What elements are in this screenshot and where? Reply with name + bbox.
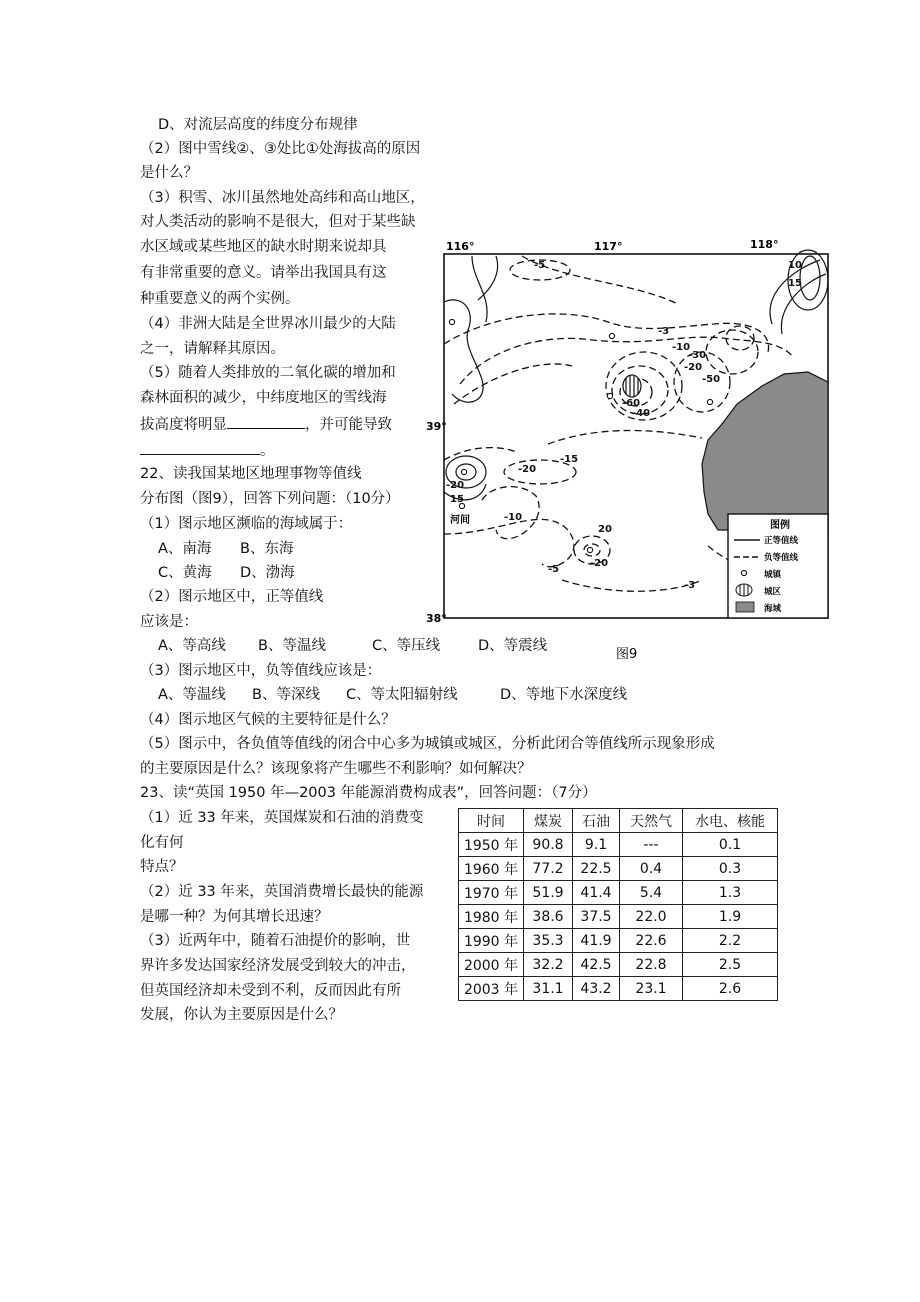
q22-title-line2: 分布图（图9），回答下列问题：（10分）: [140, 491, 400, 507]
q21-option-d: D、对流层高度的纬度分布规律: [158, 117, 358, 133]
contour-label: -5: [548, 564, 560, 575]
table-cell: 77.2: [524, 857, 573, 881]
table-header-cell: 煤炭: [524, 809, 573, 833]
q23-sub3-line3: 但英国经济却未受到不利，反而因此有所: [140, 983, 401, 999]
contour-label: -30: [688, 350, 707, 361]
table-cell: 0.3: [683, 857, 778, 881]
table-cell: 22.6: [620, 929, 683, 953]
q22-sub3: （3）图示地区中，负等值线应该是：: [140, 663, 382, 679]
option-b: B、等温线: [258, 638, 326, 654]
energy-consumption-table: [458, 808, 778, 1001]
table-cell: 1.9: [683, 905, 778, 929]
negative-contour: [726, 326, 754, 350]
contour-label: -40: [632, 408, 651, 419]
q21-part3-line5: 种重要意义的两个实例。: [140, 291, 300, 307]
contour-label: 15: [788, 278, 802, 289]
q21-part3-line1: （3）积雪、冰川虽然地处高纬和高山地区，: [140, 190, 425, 206]
table-cell: 43.2: [573, 977, 620, 1001]
latitude-label-39: 39°: [426, 420, 447, 433]
table-cell: 37.5: [573, 905, 620, 929]
contour-label: 15: [450, 494, 464, 505]
towns: [449, 319, 712, 552]
q22-title-line1: 22、读我国某地区地理事物等值线: [140, 466, 362, 482]
q21-part5-text-a: 拔高度将明显: [140, 417, 227, 433]
q23-sub2-line1: （2）近 33 年来，英国消费增长最快的能源: [140, 884, 424, 900]
table-cell: 1960 年: [459, 857, 524, 881]
option-c: C、等太阳辐射线: [346, 687, 458, 703]
table-cell: 23.1: [620, 977, 683, 1001]
positive-contour: [444, 300, 483, 402]
table-row: [459, 929, 778, 953]
q22-sub3-options: [158, 686, 627, 704]
table-cell: 2.2: [683, 929, 778, 953]
table-cell: 32.2: [524, 953, 573, 977]
table-header-cell: 天然气: [620, 809, 683, 833]
table-cell: 1990 年: [459, 929, 524, 953]
contour-label: -20: [518, 464, 537, 475]
option-a: A、等高线: [158, 638, 226, 654]
q22-sub2-line2: 应该是：: [140, 614, 198, 630]
q21-part2-line1: （2）图中雪线②、③处比①处海拔高的原因: [140, 141, 421, 157]
map-legend: [728, 514, 828, 618]
longitude-label-118: 118°: [750, 238, 779, 251]
table-header-row: [459, 809, 778, 833]
option-d: D、渤海: [240, 565, 295, 581]
contour-label: -15: [560, 454, 579, 465]
table-cell: 22.8: [620, 953, 683, 977]
town-marker: [461, 469, 466, 474]
longitude-label-116: 116°: [446, 240, 475, 253]
sea-area: [702, 372, 828, 530]
legend-label-sea: 海域: [764, 604, 782, 614]
answer-blank[interactable]: [227, 414, 305, 429]
table-cell: 0.4: [620, 857, 683, 881]
q22-sub4: （4）图示地区气候的主要特征是什么？: [140, 712, 396, 728]
positive-contour: [478, 256, 498, 300]
table-row: [459, 953, 778, 977]
q22-sub1: （1）图示地区濒临的海域属于：: [140, 516, 353, 532]
q21-part5-text-b: ，并可能导致: [305, 417, 392, 433]
q23-sub1-line1: （1）近 33 年来，英国煤炭和石油的消费变: [140, 810, 424, 826]
city-area: [623, 375, 641, 397]
negative-contour: [454, 364, 572, 404]
option-d: D、等地下水深度线: [500, 687, 628, 703]
q22-sub5-line2: 的主要原因是什么？该现象将产生哪些不利影响？如何解决？: [140, 761, 532, 777]
q21-part2-line2: 是什么？: [140, 165, 198, 181]
q23-sub3-line2: 界许多发达国家经济发展受到较大的冲击，: [140, 958, 416, 974]
table-header-cell: 石油: [573, 809, 620, 833]
contour-label: -20: [684, 362, 703, 373]
table-row: [459, 857, 778, 881]
table-cell: ---: [620, 833, 683, 857]
table-cell: 0.1: [683, 833, 778, 857]
table-cell: 38.6: [524, 905, 573, 929]
table-cell: 9.1: [573, 833, 620, 857]
negative-contour: [444, 519, 574, 566]
contour-label: -20: [446, 480, 465, 491]
legend-title: 图例: [770, 520, 790, 531]
positive-contour: [472, 256, 487, 322]
q23-sub1-line3: 特点？: [140, 859, 184, 875]
q21-part3-line3: 水区域或某些地区的缺水时期来说却具: [140, 239, 387, 255]
option-a: A、南海: [158, 541, 212, 557]
table-cell: 51.9: [524, 881, 573, 905]
table-header-cell: 水电、核能: [683, 809, 778, 833]
town-marker: [607, 393, 612, 398]
negative-contour: [548, 431, 702, 445]
legend-label-negative: 负等值线: [764, 553, 799, 563]
option-b: B、等深线: [252, 687, 320, 703]
q22-sub2-line1: （2）图示地区中，正等值线: [140, 589, 324, 605]
table-cell: 1.3: [683, 881, 778, 905]
contour-label: -20: [590, 558, 609, 569]
negative-contour: [706, 330, 758, 374]
contour-label: -5: [534, 260, 546, 271]
contour-label: -50: [702, 374, 721, 385]
contour-label: 20: [598, 524, 612, 535]
q21-part5-line2: 森林面积的减少，中纬度地区的雪线海: [140, 390, 387, 406]
town-marker: [449, 319, 454, 324]
table-cell: 41.9: [573, 929, 620, 953]
q22-sub1-options-row2: [158, 564, 295, 582]
longitude-label-117: 117°: [594, 240, 623, 253]
town-marker: [707, 399, 712, 404]
figure-caption: 图9: [616, 647, 638, 662]
negative-contour: [562, 580, 702, 591]
table-cell: 5.4: [620, 881, 683, 905]
table-cell: 42.5: [573, 953, 620, 977]
place-label-hejian: 河间: [450, 515, 470, 526]
q22-sub5-line1: （5）图示中，各负值等值线的闭合中心多为城镇或城区，分析此闭合等值线所示现象形成: [140, 736, 715, 752]
option-c: C、黄海: [158, 565, 212, 581]
latitude-label-38: 38°: [426, 612, 447, 625]
q21-part4-line2: 之一，请解释其原因。: [140, 341, 285, 357]
town-marker: [609, 333, 614, 338]
table-header-cell: 时间: [459, 809, 524, 833]
option-a: A、等温线: [158, 687, 226, 703]
legend-town-marker: [741, 570, 746, 575]
table-cell: 31.1: [524, 977, 573, 1001]
table-row: [459, 833, 778, 857]
q23-sub3-line1: （3）近两年中，随着石油提价的影响，世: [140, 933, 411, 949]
table-cell: 2.5: [683, 953, 778, 977]
option-b: B、东海: [240, 541, 294, 557]
table-cell: 1980 年: [459, 905, 524, 929]
table-cell: 22.0: [620, 905, 683, 929]
q21-part5-line1: （5）随着人类排放的二氧化碳的增加和: [140, 365, 396, 381]
table-cell: 41.4: [573, 881, 620, 905]
answer-blank[interactable]: [140, 440, 260, 455]
contour-label: -3: [684, 580, 696, 591]
q21-part3-line4: 有非常重要的意义。请举出我国具有这: [140, 265, 387, 281]
town-marker: [587, 547, 592, 552]
q22-sub1-options-row1: [158, 540, 293, 558]
legend-sea-swatch: [736, 602, 754, 612]
table-row: [459, 977, 778, 1001]
q23-title: 23、读“英国 1950 年—2003 年能源消费构成表”，回答问题：（7分）: [140, 785, 597, 801]
q21-part4-line1: （4）非洲大陆是全世界冰川最少的大陆: [140, 316, 396, 332]
contour-label: -10: [672, 342, 691, 353]
legend-label-city: 城区: [764, 587, 782, 597]
table-cell: 2003 年: [459, 977, 524, 1001]
table-cell: 22.5: [573, 857, 620, 881]
option-c: C、等压线: [372, 638, 441, 654]
table-row: [459, 881, 778, 905]
option-d: D、等震线: [478, 638, 548, 654]
table-cell: 2000 年: [459, 953, 524, 977]
table-cell: 2.6: [683, 977, 778, 1001]
contour-label: -10: [504, 512, 523, 523]
figure9-contour-map: [426, 234, 832, 662]
q21-part3-line2: 对人类活动的影响不是很大，但对于某些缺: [140, 214, 416, 230]
contour-label: -3: [658, 326, 670, 337]
table-cell: 90.8: [524, 833, 573, 857]
legend-label-positive: 正等值线: [764, 536, 799, 546]
table-cell: 35.3: [524, 929, 573, 953]
q21-part5-line3: [140, 414, 392, 434]
contour-label: 10: [788, 260, 802, 271]
q23-sub3-line4: 发展，你认为主要原因是什么？: [140, 1007, 343, 1023]
q23-sub1-line2: 化有何: [140, 835, 184, 851]
table-row: [459, 905, 778, 929]
legend-label-town: 城镇: [764, 570, 782, 580]
q21-part5-line4: [140, 440, 275, 460]
table-cell: 1950 年: [459, 833, 524, 857]
contour-label: -60: [622, 398, 641, 409]
table-cell: 1970 年: [459, 881, 524, 905]
q23-sub2-line2: 是哪一种？为何其增长迅速？: [140, 909, 329, 925]
q21-part5-end: 。: [260, 443, 275, 459]
